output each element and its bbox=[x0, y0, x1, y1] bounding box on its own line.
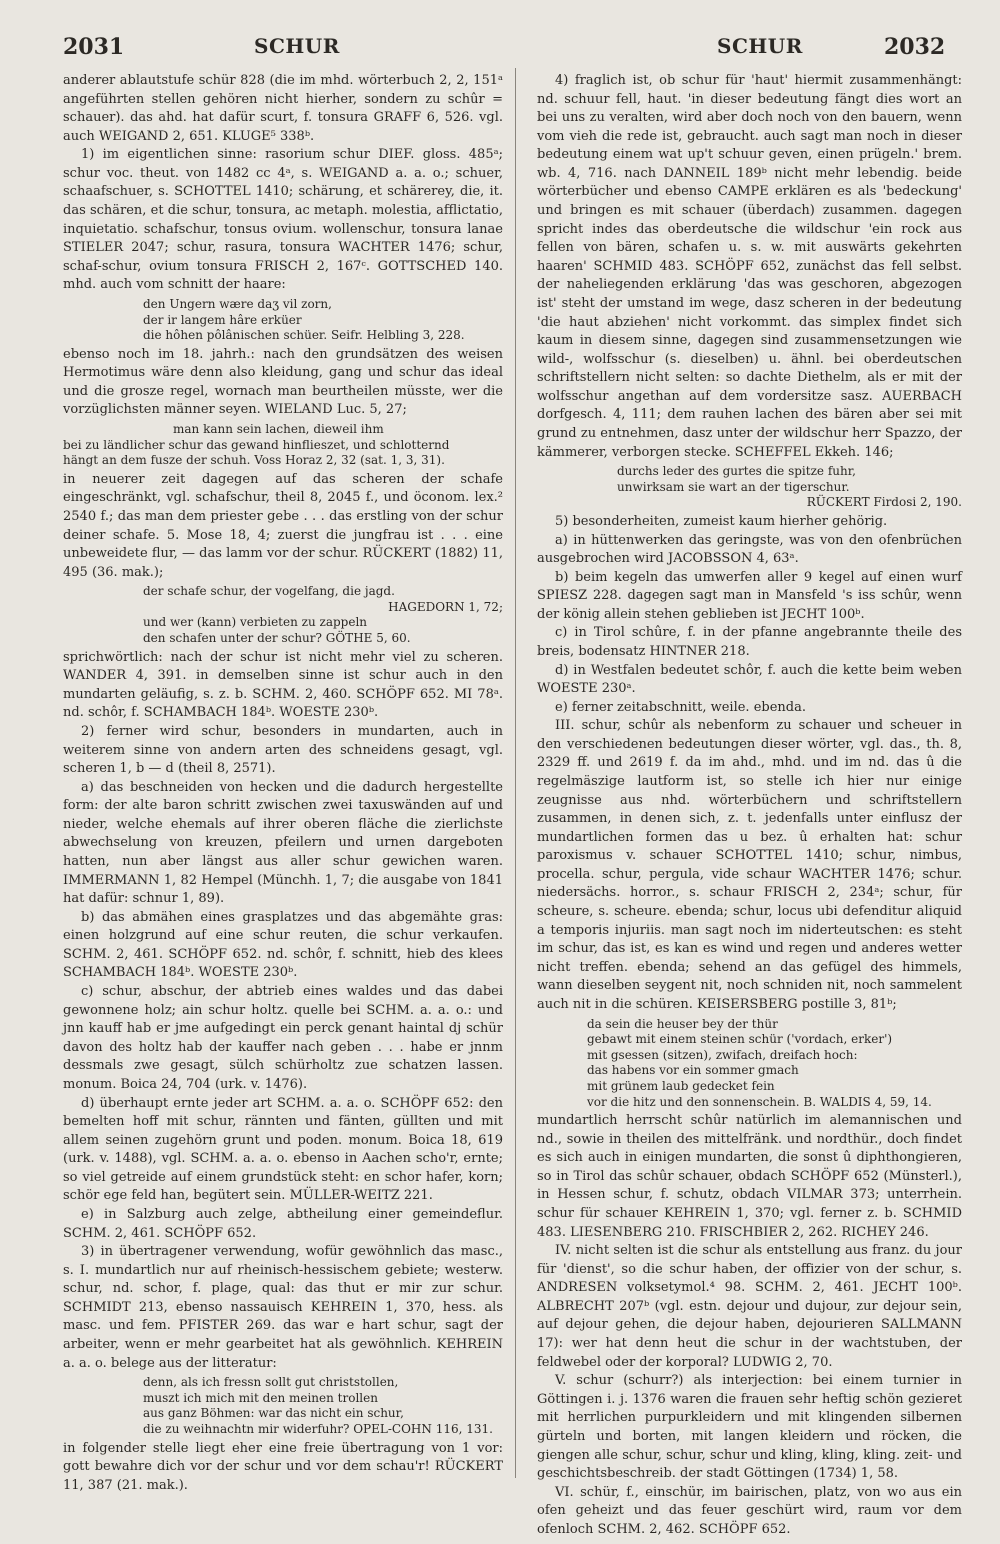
quote-line: unwirksam sie wart an der tigerschur. bbox=[617, 479, 850, 494]
quote-line: den Ungern wære daʒ vil zorn, bbox=[143, 296, 332, 311]
quote-line: denn, als ich fressn sollt gut christstollen, bbox=[143, 1375, 399, 1390]
quote-line: gebawt mit einem steinen schür ('vordach, erker') bbox=[587, 1032, 893, 1047]
quote-line: vor die hitz und den sonnenschein. B. WALDIS 4, 59, 14. bbox=[587, 1094, 932, 1109]
quote-source: RÜCKERT Firdosi 2, 190. bbox=[806, 495, 962, 510]
left-paragraph: c) schur, abschur, der abtrieb eines waldes und das dabei gewonnene holz; ain schur holtz. quelle bei SCHM. a. a. o.: und jnn kauff hab er jme aufgedingt ein perck genant haintal dj schür davon des holtz hab der kauffer nach geben . . . habe er jnnm dessmals zwe gesagt, sülch schürholtz zue schatzen lassen. monum. Boica 24, 704 (urk. v. 1476). bbox=[63, 984, 503, 1092]
verse-quote bbox=[617, 464, 962, 511]
left-paragraph: sprichwörtlich: nach der schur ist nicht mehr viel zu scheren. WANDER 4, 391. in demselben sinne ist schur auch in den mundarten geläufig, s. z. b. SCHM. 2, 460. SCHÖPF 652. MI 78ᵃ. nd. schôr, f. SCHAMBACH 184ᵇ. WOESTE 230ᵇ. bbox=[63, 649, 503, 721]
verse-quote bbox=[143, 1375, 503, 1437]
quote-line: das habens vor ein sommer gmach bbox=[587, 1063, 799, 1078]
page-number-left: 2031 bbox=[63, 34, 125, 60]
quote-line: und wer (kann) verbieten zu zappeln bbox=[143, 615, 368, 630]
left-paragraph: in folgender stelle liegt eher eine freie übertragung von 1 vor: gott bewahre dich vor der schur und vor dem schau'r! RÜCKERT 11, 387 (21. mak.). bbox=[63, 1440, 503, 1493]
column-divider bbox=[515, 68, 516, 1478]
quote-line: die zu weihnachtn mir widerfuhr? OPEL-COHN 116, 131. bbox=[143, 1421, 493, 1436]
headword-right: SCHUR bbox=[717, 34, 803, 58]
left-paragraph: 1) im eigentlichen sinne: rasorium schur DIEF. gloss. 485ᵃ; schur voc. theut. von 1482 cc 4ᵃ, s. WEIGAND a. a. o.; schuer, schaafschuer, s. SCHOTTEL 1410; schärung, et schärerey, die, it. das schären, et die schur, tonsura, ac metaph. molestia, afflictatio, inquietatio. schafschur, tonsus ovium. wollenschur, tonsura lanae STIELER 2047; schur, rasura, tonsura WACHTER 1476; schur, schaf-schur, ovium tonsura FRISCH 2, 167ᶜ. GOTTSCHED 140. mhd. auch vom schnitt der haare: bbox=[63, 147, 503, 293]
right-paragraph: IV. nicht selten ist die schur als entstellung aus franz. du jour für 'dienst', so die schur haben, der offizier von der schur, s. ANDRESEN volksetymol.⁴ 98. SCHM. 2, 461. JECHT 100ᵇ. ALBRECHT 207ᵇ (vgl. estn. dejour und dujour, zur dejour sein, auf dejour gehen, die dejour haben, dejourieren SALLMANN 17): wer hat denn heut die schur in der wachtstuben, der feldwebel oder der korporal? LUDWIG 2, 70. bbox=[537, 1243, 962, 1370]
right-paragraph: mundartlich herrscht schûr natürlich im alemannischen und nd., sowie in theilen des mittelfränk. und nordthür., doch findet es sich auch in einigen mundarten, die sonst û diphthongieren, so in Tirol das schûr schauer, obdach SCHÖPF 652 (Münsterl.), in Hessen schur, f. schutz, obdach VILMAR 373; unterrhein. schur für schauer KEHREIN 1, 370; vgl. ferner z. b. SCHMID 483. LIESENBERG 210. FRISCHBIER 2, 262. RICHEY 246. bbox=[537, 1113, 962, 1240]
left-paragraph: e) in Salzburg auch zelge, abtheilung einer gemeindeflur. SCHM. 2, 461. SCHÖPF 652. bbox=[63, 1207, 503, 1241]
quote-line: aus ganz Böhmen: war das nicht ein schur, bbox=[143, 1406, 404, 1421]
right-paragraph: d) in Westfalen bedeutet schôr, f. auch die kette beim weben WOESTE 230ᵃ. bbox=[537, 662, 962, 697]
left-column bbox=[63, 72, 503, 1495]
quote-line: hängt an dem fusze der schuh. Voss Horaz 2, 32 (sat. 1, 3, 31). bbox=[63, 453, 445, 468]
quote-line: man kann sein lachen, dieweil ihm bbox=[173, 422, 384, 437]
quote-line: durchs leder des gurtes die spitze fuhr, bbox=[617, 464, 856, 479]
left-paragraph: in neuerer zeit dagegen auf das scheren der schafe eingeschränkt, vgl. schafschur, theil 8, 2045 f., und öconom. lex.² 2540 f.; das man dem priester gebe . . . das erstling von der schur deiner schafe. 5. Mose 18, 4; zuerst die jungfrau ist . . . eine unbeweidete flur, — das lamm vor der schur. RÜCKERT (1882) 11, 495 (36. mak.); bbox=[63, 471, 503, 580]
quote-line: da sein die heuser bey der thür bbox=[587, 1016, 778, 1031]
right-column bbox=[537, 72, 962, 1539]
right-paragraph: V. schur (schurr?) als interjection: bei einem turnier in Göttingen i. j. 1376 waren die frauen sehr heftig schön gezieret mit herrlichen purpurkleidern und mit klingenden silbernen gürteln und borten, mit langen kleidern und röcken, die giengen alle schur, schur, schur und kling, kling, kling. zeit- und geschichtsbeschreib. der stadt Göttingen (1734) 1, 58. bbox=[537, 1373, 962, 1482]
headword-left: SCHUR bbox=[254, 34, 340, 58]
quote-line: die hôhen pôlânischen schüer. Seifr. Helbling 3, 228. bbox=[143, 328, 465, 343]
right-paragraph: 4) fraglich ist, ob schur für 'haut' hiermit zusammenhängt: nd. schuur fell, haut. 'in dieser bedeutung fängt dies wort an bei uns zu veralten, wird aber doch noch von den bauern, wenn vom vieh die rede ist, gebraucht. auch sagt man noch in dieser bedeutung einem wat up't schuur geven, einen prügeln.' brem. wb. 4, 716. nach DANNEIL 189ᵇ nicht mehr lebendig. beide wörterbücher und ebenso CAMPE erklären es als 'bedeckung' und bringen es mit schauer (überdach) zusammen. dagegen spricht indes das oberdeutsche die wildschur 'ein rock aus fellen von bären, schafen u. s. w. mit auswärts gekehrten haaren' SCHMID 483. SCHÖPF 652, zunächst das fell selbst. der naheliegenden erklärung 'das was geschoren, abgezogen ist' steht der umstand im wege, dasz scheren in der bedeutung 'die haut abziehen' nicht vorkommt. das simplex findet sich kaum in diesem sinne, dagegen sind zusammensetzungen wie wild-, wolfsschur (s. dieselben) u. ähnl. bei oberdeutschen schriftstellern nicht selten: so dachte Diethelm, als er mit der wolfsschur angethan auf dem vordersitze sasz. AUERBACH dorfgesch. 4, 111; dem rauhen lachen des bären aber sei mit grund zu entnehmen, dasz unter der wildschur herr Spazzo, der kämmerer, verborgen stecke. SCHEFFEL Ekkeh. 146; bbox=[537, 73, 962, 460]
right-paragraph: VI. schür, f., einschür, im bairischen, platz, von wo aus ein ofen geheizt und das feuer geschürt wird, raum vor dem ofenloch SCHM. 2, 462. SCHÖPF 652. bbox=[537, 1484, 962, 1537]
page-number-right: 2032 bbox=[884, 34, 946, 60]
left-paragraph: d) überhaupt ernte jeder art SCHM. a. a. o. SCHÖPF 652: den bemelten hoff mit schur, rännten und fänten, güllten und mit allem seinen zugehörn grunt und poden. monum. Boica 18, 619 (urk. v. 1488), vgl. SCHM. a. a. o. ebenso in Aachen scho'r, ernte; so viel getreide auf einem grundstück steht: en schor hafer, korn; schör ege feld han, begütert sein. MÜLLER-WEITZ 221. bbox=[63, 1095, 503, 1204]
right-paragraph: b) beim kegeln das umwerfen aller 9 kegel auf einen wurf SPIESZ 228. dagegen sagt man in Mansfeld 's iss schûr, wenn der könig allein stehen geblieben ist JECHT 100ᵇ. bbox=[537, 569, 962, 622]
left-paragraph: a) das beschneiden von hecken und die dadurch hergestellte form: der alte baron schritt zwischen zwei taxuswänden auf und nieder, welche ehemals auf ihrer oberen fläche die zierlichste abwechselung von kreuzen, pfeilern und urnen dargeboten hatten, nun aber längst aus aller schur gewichen waren. IMMERMANN 1, 82 Hempel (Münchh. 1, 7; die ausgabe von 1841 hat dafür: schnur 1, 89). bbox=[63, 779, 503, 907]
quote-line: der ir langem hâre erküer bbox=[143, 312, 302, 327]
verse-quote bbox=[63, 422, 503, 469]
quote-line: den schafen unter der schur? GÖTHE 5, 60. bbox=[143, 631, 411, 646]
left-paragraph: 2) ferner wird schur, besonders in mundarten, auch in weiterem sinne von andern arten des schneidens gesagt, vgl. scheren 1, b — d (theil 8, 2571). bbox=[63, 723, 503, 777]
verse-quote bbox=[143, 584, 503, 646]
quote-line: der schafe schur, der vogelfang, die jagd. bbox=[143, 584, 395, 599]
quote-line: muszt ich mich mit den meinen trollen bbox=[143, 1390, 378, 1405]
right-paragraph: a) in hüttenwerken das geringste, was von den ofenbrüchen ausgebrochen wird JACOBSSON 4, 63ᵃ. bbox=[537, 532, 962, 567]
verse-quote bbox=[143, 297, 503, 344]
quote-line: mit gsessen (sitzen), zwifach, dreifach hoch: bbox=[587, 1047, 858, 1062]
right-paragraph: III. schur, schûr als nebenform zu schauer und scheuer in den verschiedenen bedeutungen dieser wörter, vgl. das., th. 8, 2329 ff. und 2619 f. da im ahd., mhd. und im nd. das û die regelmäszige lautform ist, so stelle ich hier nur einige zeugnisse aus nhd. wörterbüchern und schriftstellern zusammen, in denen sich, z. t. jedenfalls unter einflusz der mundartlichen formen das u bez. û erhalten hat: schur paroxismus v. schauer SCHOTTEL 1410; schur, nimbus, procella. schur, pergula, vide schaur WACHTER 1476; schur. niedersächs. horror., s. schaur FRISCH 2, 234ᵃ; schur, für scheure, s. scheure. ebenda; schur, locus ubi defenditur aliquid a temporis injuriis. man sagt noch im niderteutschen: es steht im schur, das ist, es kan es wind und regen und anderes wetter nicht treffen. ebenda; sehend an das gefügel des himmels, wann dieselben seygent nit, noch schniden nit, noch sammelent auch nit in die schüren. KEISERSBERG postille 3, 81ᵇ; bbox=[537, 718, 962, 1012]
left-paragraph: 3) in übertragener verwendung, wofür gewöhnlich das masc., s. I. mundartlich nur auf rheinisch-hessischem gebiete; westerw. schur, nd. schor, f. plage, qual: das thut er mir zur schur. SCHMIDT 213, ebenso nassauisch KEHREIN 1, 370, hess. als masc. und fem. PFISTER 269. das war e hart schur, sagt der arbeiter, wenn er mehr gearbeitet hat als gewöhnlich. KEHREIN a. a. o. belege aus der litteratur: bbox=[63, 1244, 503, 1371]
right-paragraph: e) ferner zeitabschnitt, weile. ebenda. bbox=[555, 699, 806, 715]
right-paragraph: c) in Tirol schûre, f. in der pfanne angebrannte theile des breis, bodensatz HINTNER 218. bbox=[537, 625, 962, 659]
left-paragraph: ebenso noch im 18. jahrh.: nach den grundsätzen des weisen Hermotimus wäre denn also kleidung, gang und schur das ideal und die grosze regel, wornach man beurtheilen müsste, wer die vorzüglichsten männer seyen. WIELAND Luc. 5, 27; bbox=[63, 346, 503, 418]
quote-line: mit grünem laub gedecket fein bbox=[587, 1078, 775, 1093]
quote-line: bei zu ländlicher schur das gewand hinflieszet, und schlotternd bbox=[63, 437, 450, 452]
quote-source: HAGEDORN 1, 72; bbox=[388, 599, 503, 614]
left-paragraph: b) das abmähen eines grasplatzes und das abgemähte gras: einen holzgrund auf eine schur reuten, die schur verkaufen. SCHM. 2, 461. SCHÖPF 652. nd. schôr, f. schnitt, hieb des klees SCHAMBACH 184ᵇ. WOESTE 230ᵇ. bbox=[63, 909, 503, 981]
verse-quote bbox=[587, 1017, 962, 1111]
right-paragraph: 5) besonderheiten, zumeist kaum hierher gehörig. bbox=[555, 513, 888, 529]
left-paragraph: anderer ablautstufe schür 828 (die im mhd. wörterbuch 2, 2, 151ᵃ angeführten stellen gehören nicht hierher, sondern zu schûr = schauer). das ahd. hat dafür scurt, f. tonsura GRAFF 6, 526. vgl. auch WEIGAND 2, 651. KLUGE⁵ 338ᵇ. bbox=[63, 73, 503, 144]
